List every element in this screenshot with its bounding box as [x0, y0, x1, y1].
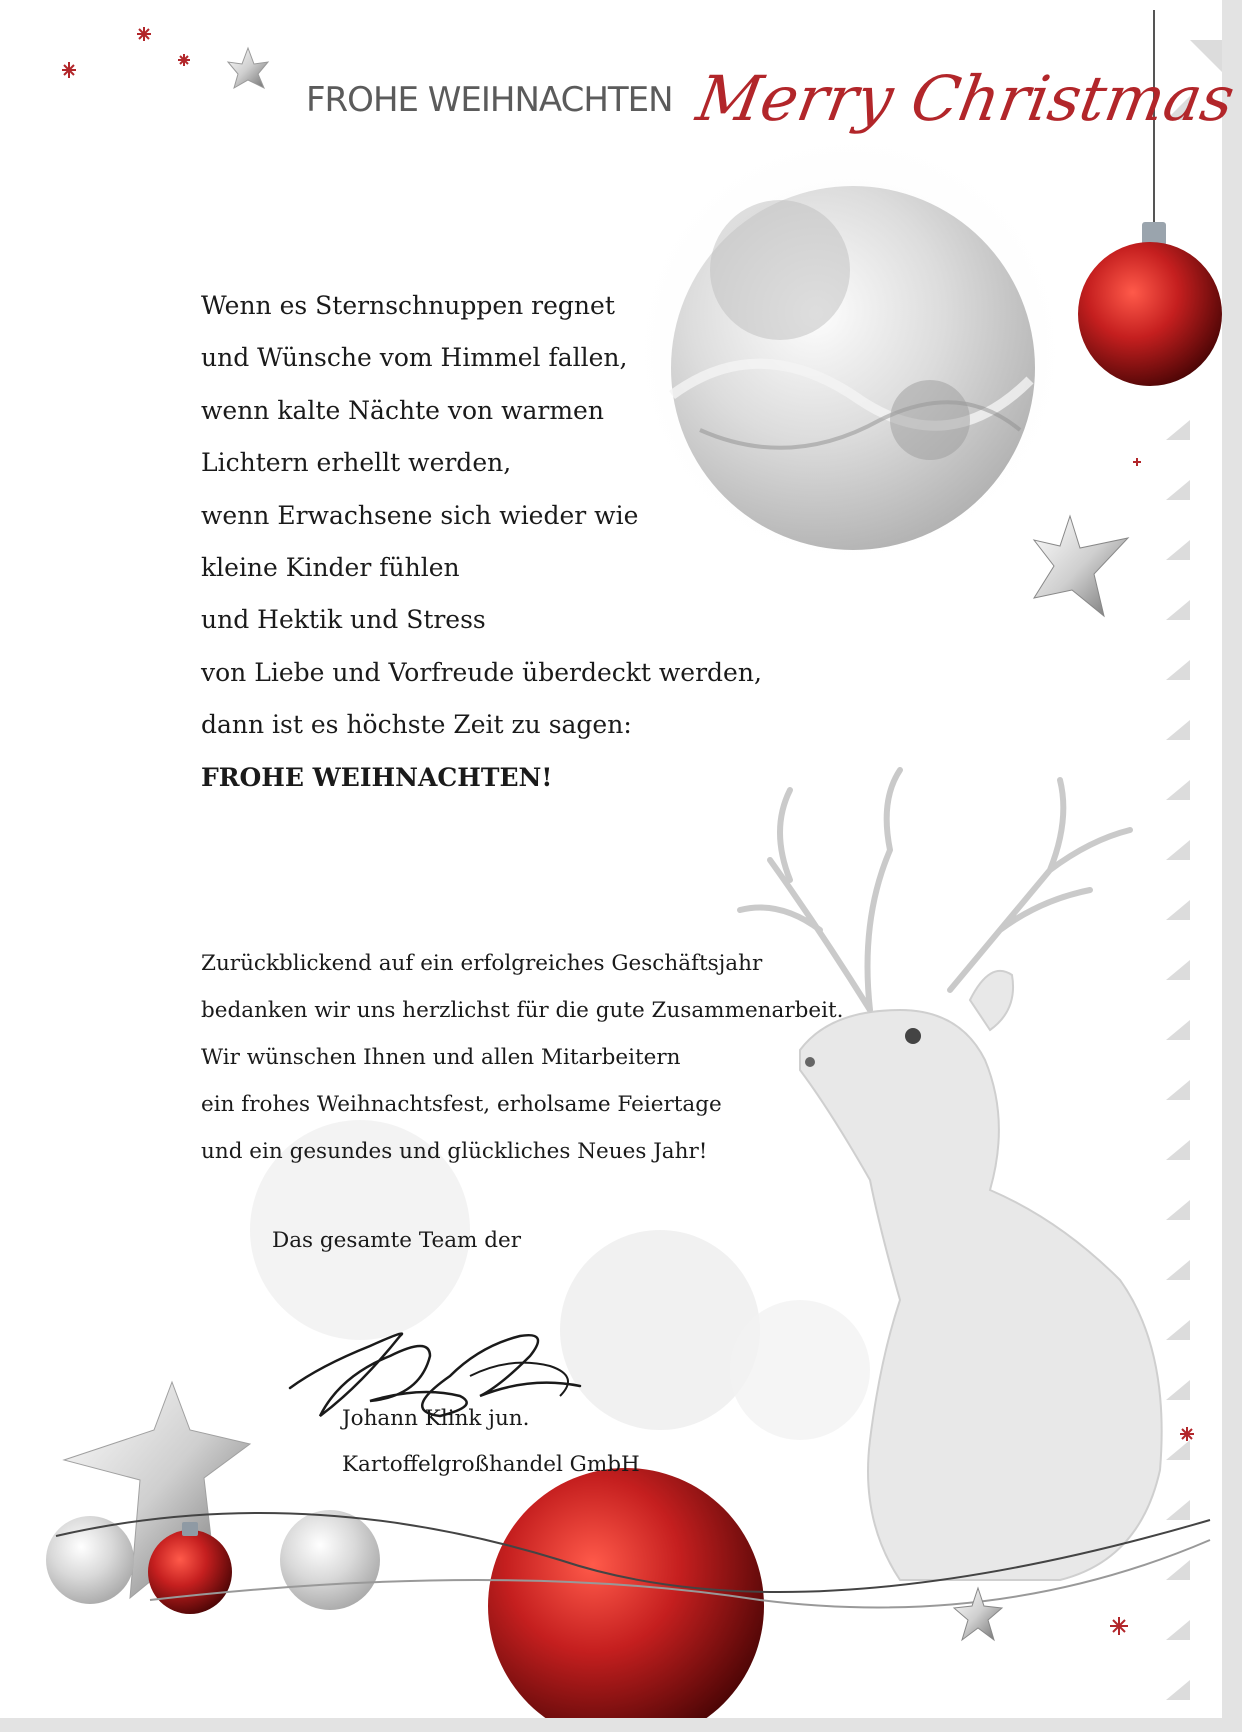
star-icon — [1034, 516, 1128, 616]
ornament-ball-icon — [1078, 242, 1222, 386]
poem-line: wenn Erwachsene sich wieder wie — [201, 500, 639, 530]
poem-line: und Hektik und Stress — [201, 605, 486, 635]
poem-line: und Wünsche vom Himmel fallen, — [201, 343, 628, 373]
thanks-line: Wir wünschen Ihnen und allen Mitarbeitern — [201, 1045, 681, 1070]
signer-block — [342, 1396, 640, 1488]
poem-line: von Liebe und Vorfreude überdeckt werden, — [201, 657, 762, 687]
thanks-line: Zurückblickend auf ein erfolgreiches Geschäftsjahr — [201, 951, 763, 976]
poem-line: dann ist es höchste Zeit zu sagen: — [201, 710, 632, 740]
poem-line: Lichtern erhellt werden, — [201, 448, 512, 478]
poem-line: Wenn es Sternschnuppen regnet — [201, 291, 615, 320]
ornament-ball-icon — [280, 1510, 380, 1610]
poem-closing: FROHE WEIHNACHTEN! — [201, 762, 553, 792]
company-name: Kartoffelgroßhandel GmbH — [342, 1452, 640, 1477]
team-line: Das gesamte Team der — [272, 1228, 522, 1253]
star-icon — [954, 1588, 1002, 1640]
page-edge-right — [1222, 0, 1242, 1732]
signer-name: Johann Klink jun. — [342, 1406, 530, 1431]
thanks-line: ein frohes Weihnachtsfest, erholsame Feiertage — [201, 1092, 722, 1117]
page-edge-bottom — [0, 1718, 1242, 1732]
ornament-ball-icon — [488, 1468, 764, 1732]
thanks-line: und ein gesundes und glückliches Neues Jahr! — [201, 1139, 708, 1164]
poem-line: kleine Kinder fühlen — [201, 552, 460, 582]
greeting-header — [306, 62, 1240, 172]
thanks-line: bedanken wir uns herzlichst für die gute Zusammenarbeit. — [201, 998, 844, 1023]
ornament-ball-icon — [148, 1530, 232, 1614]
header-title-english: Merry Christmas — [691, 62, 1240, 135]
thanks-paragraph — [201, 940, 921, 1175]
star-icon — [228, 48, 268, 88]
header-title-german: FROHE WEIHNACHTEN — [306, 80, 673, 120]
poem-block — [201, 280, 821, 804]
poem-line: wenn kalte Nächte von warmen — [201, 395, 604, 425]
